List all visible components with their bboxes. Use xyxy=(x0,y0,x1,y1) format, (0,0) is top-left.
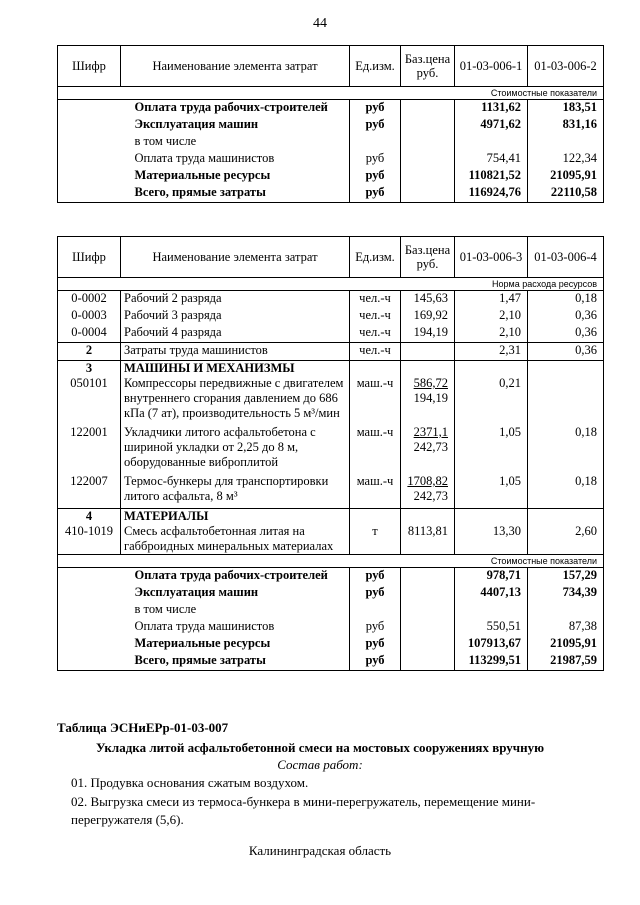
row-v2: 87,38 xyxy=(528,619,604,636)
table-row xyxy=(58,653,604,671)
row-v2: 21987,59 xyxy=(528,653,604,671)
table-row xyxy=(58,100,604,118)
subheader: Стоимостные показатели xyxy=(58,555,604,568)
row-unit: руб xyxy=(350,619,401,636)
row-price xyxy=(401,474,455,509)
table-row xyxy=(58,291,604,309)
row-price xyxy=(401,376,455,425)
row-price xyxy=(401,585,455,602)
row-price: 145,63 xyxy=(401,291,455,309)
row-name: Всего, прямые затраты xyxy=(134,653,266,667)
table-row xyxy=(58,602,604,619)
row-code: 122001 xyxy=(58,425,121,474)
col-price: Баз.цена руб. xyxy=(401,46,455,87)
page-number: 44 xyxy=(313,16,327,31)
row-name: Материальные ресурсы xyxy=(134,168,271,182)
row-v2 xyxy=(528,376,604,425)
row-name: Рабочий 2 разряда xyxy=(121,291,350,309)
row-unit: руб xyxy=(350,568,401,586)
row-name: Рабочий 4 разряда xyxy=(121,325,350,343)
row-name: Укладчики литого асфальтобетона с шириной укладки от 2,25 до 8 м, оборудованные виброплитой xyxy=(121,425,350,474)
table-row xyxy=(58,474,604,509)
row-v1: 978,71 xyxy=(455,568,528,586)
table-row xyxy=(58,168,604,185)
table-row xyxy=(58,636,604,653)
row-v2: 831,16 xyxy=(528,117,604,134)
row-v1: 2,10 xyxy=(455,308,528,325)
row-unit: маш.-ч xyxy=(350,425,401,474)
row-code: 050101 xyxy=(58,376,121,425)
row-name: Затраты труда машинистов xyxy=(121,343,350,361)
row-code: 122007 xyxy=(58,474,121,509)
row-price xyxy=(401,343,455,361)
region-label: Калининградская область xyxy=(248,843,392,858)
row-code: 410-1019 xyxy=(58,524,121,555)
row-price xyxy=(401,134,455,151)
col-price: Баз.цена руб. xyxy=(401,237,455,278)
section-code: 4 xyxy=(58,509,121,525)
table-row xyxy=(58,151,604,168)
col-name: Наименование элемента затрат xyxy=(121,237,350,278)
price-machine: 586,72 xyxy=(413,376,448,390)
row-name: Компрессоры передвижные с двигателем внутреннего сгорания давлением до 686 кПа (7 ат), производительность 5 м³/мин xyxy=(121,376,350,425)
row-price xyxy=(401,117,455,134)
col-unit: Ед.изм. xyxy=(350,46,401,87)
row-code: 0-0004 xyxy=(58,325,121,343)
row-v1: 4971,62 xyxy=(455,117,528,134)
section-name: МАТЕРИАЛЫ xyxy=(121,509,350,525)
row-name: Материальные ресурсы xyxy=(134,636,271,650)
row-name: Рабочий 3 разряда xyxy=(121,308,350,325)
table-row xyxy=(58,524,604,555)
price-operator: 242,73 xyxy=(413,489,448,503)
row-v2: 183,51 xyxy=(528,100,604,118)
row-v1: 0,21 xyxy=(455,376,528,425)
cost-table-1 xyxy=(57,45,604,203)
table-row xyxy=(58,568,604,586)
row-unit: руб xyxy=(350,636,401,653)
row-code xyxy=(58,653,121,671)
table-row xyxy=(58,619,604,636)
table-row xyxy=(58,585,604,602)
price-machine: 2371,1 xyxy=(413,425,448,439)
section-row xyxy=(58,509,604,525)
row-code xyxy=(58,619,121,636)
row-v1: 1,05 xyxy=(455,474,528,509)
row-v2: 734,39 xyxy=(528,585,604,602)
table-title: Таблица ЭСНиЕРр-01-03-007 xyxy=(57,720,229,735)
row-v2: 2,60 xyxy=(528,524,604,555)
section-subtitle: Укладка литой асфальтобетонной смеси на мостовых сооружениях вручную xyxy=(95,740,545,755)
row-code: 0-0003 xyxy=(58,308,121,325)
row-v1: 13,30 xyxy=(455,524,528,555)
works-label: Состав работ: xyxy=(277,757,363,772)
row-v1: 113299,51 xyxy=(455,653,528,671)
row-unit: т xyxy=(350,524,401,555)
row-code xyxy=(58,585,121,602)
col-code: Шифр xyxy=(58,46,121,87)
row-name: в том числе xyxy=(134,602,197,616)
row-price: 194,19 xyxy=(401,325,455,343)
row-v1: 1,47 xyxy=(455,291,528,309)
row-price xyxy=(401,602,455,619)
row-code xyxy=(58,134,121,151)
row-unit: маш.-ч xyxy=(350,376,401,425)
row-unit: руб xyxy=(350,151,401,168)
row-code xyxy=(58,602,121,619)
row-v2: 21095,91 xyxy=(528,636,604,653)
col-code: Шифр xyxy=(58,237,121,278)
row-price xyxy=(401,619,455,636)
row-v2: 0,36 xyxy=(528,325,604,343)
table-row xyxy=(58,308,604,325)
row-price xyxy=(401,636,455,653)
row-unit: маш.-ч xyxy=(350,474,401,509)
row-price xyxy=(401,568,455,586)
row-code xyxy=(58,168,121,185)
row-v2: 0,18 xyxy=(528,474,604,509)
row-price xyxy=(401,425,455,474)
col-2: 01-03-006-4 xyxy=(528,237,604,278)
row-name: Оплата труда рабочих-строителей xyxy=(134,100,328,114)
row-unit: чел.-ч xyxy=(350,325,401,343)
col-unit: Ед.изм. xyxy=(350,237,401,278)
row-price xyxy=(401,653,455,671)
row-v1 xyxy=(455,602,528,619)
cost-table-2 xyxy=(57,236,604,671)
work-item: 01. Продувка основания сжатым воздухом. xyxy=(71,775,309,790)
row-v1: 754,41 xyxy=(455,151,528,168)
row-price xyxy=(401,151,455,168)
row-code xyxy=(58,100,121,118)
table-row xyxy=(58,117,604,134)
row-name: Всего, прямые затраты xyxy=(134,185,266,199)
row-code xyxy=(58,117,121,134)
section-name: МАШИНЫ И МЕХАНИЗМЫ xyxy=(121,361,350,377)
row-v2: 22110,58 xyxy=(528,185,604,203)
row-name: Оплата труда машинистов xyxy=(134,151,275,165)
row-v1: 1,05 xyxy=(455,425,528,474)
table-row xyxy=(58,134,604,151)
row-price xyxy=(401,100,455,118)
row-unit: руб xyxy=(350,585,401,602)
col-1: 01-03-006-1 xyxy=(455,46,528,87)
row-v2: 122,34 xyxy=(528,151,604,168)
row-name: Эксплуатация машин xyxy=(134,117,259,131)
row-v1: 4407,13 xyxy=(455,585,528,602)
row-v2: 0,36 xyxy=(528,308,604,325)
col-2: 01-03-006-2 xyxy=(528,46,604,87)
row-unit: чел.-ч xyxy=(350,308,401,325)
price-machine: 1708,82 xyxy=(407,474,448,488)
table-row xyxy=(58,425,604,474)
table-row xyxy=(58,325,604,343)
row-unit: чел.-ч xyxy=(350,291,401,309)
price-operator: 242,73 xyxy=(413,440,448,454)
row-v2: 0,18 xyxy=(528,291,604,309)
row-v2 xyxy=(528,134,604,151)
row-price: 8113,81 xyxy=(401,524,455,555)
row-code xyxy=(58,568,121,586)
row-v1: 2,10 xyxy=(455,325,528,343)
section-code: 3 xyxy=(58,361,121,377)
col-1: 01-03-006-3 xyxy=(455,237,528,278)
row-v1: 110821,52 xyxy=(455,168,528,185)
subheader: Стоимостные показатели xyxy=(58,87,604,100)
row-v2: 0,36 xyxy=(528,343,604,361)
row-unit: руб xyxy=(350,117,401,134)
row-unit: чел.-ч xyxy=(350,343,401,361)
table-row xyxy=(58,343,604,361)
row-v1: 2,31 xyxy=(455,343,528,361)
table-row xyxy=(58,185,604,203)
row-code xyxy=(58,185,121,203)
row-v2: 21095,91 xyxy=(528,168,604,185)
row-unit xyxy=(350,602,401,619)
row-v1 xyxy=(455,134,528,151)
row-price xyxy=(401,168,455,185)
table-header xyxy=(58,46,604,87)
row-unit: руб xyxy=(350,653,401,671)
row-v1: 116924,76 xyxy=(455,185,528,203)
row-unit xyxy=(350,134,401,151)
row-name: в том числе xyxy=(134,134,197,148)
row-name: Термос-бункеры для транспортировки литого асфальта, 8 м³ xyxy=(121,474,350,509)
row-v1: 550,51 xyxy=(455,619,528,636)
price-operator: 194,19 xyxy=(413,391,448,405)
row-v1: 107913,67 xyxy=(455,636,528,653)
table-header xyxy=(58,237,604,278)
row-v2 xyxy=(528,602,604,619)
row-price: 169,92 xyxy=(401,308,455,325)
row-unit: руб xyxy=(350,168,401,185)
row-code xyxy=(58,151,121,168)
row-name: Эксплуатация машин xyxy=(134,585,259,599)
row-code: 2 xyxy=(58,343,121,361)
row-code xyxy=(58,636,121,653)
col-name: Наименование элемента затрат xyxy=(121,46,350,87)
row-unit: руб xyxy=(350,185,401,203)
row-v2: 157,29 xyxy=(528,568,604,586)
section-row xyxy=(58,361,604,377)
row-name: Оплата труда рабочих-строителей xyxy=(134,568,328,582)
row-name: Оплата труда машинистов xyxy=(134,619,275,633)
row-price xyxy=(401,185,455,203)
table-row xyxy=(58,376,604,425)
work-item: 02. Выгрузка смеси из термоса-бункера в мини-перегружатель, перемещение мини-перегружателя (5,6). xyxy=(71,794,536,827)
row-code: 0-0002 xyxy=(58,291,121,309)
row-unit: руб xyxy=(350,100,401,118)
row-v2: 0,18 xyxy=(528,425,604,474)
subheader: Норма расхода ресурсов xyxy=(58,278,604,291)
row-name: Смесь асфальтобетонная литая на габброидных минеральных материалах xyxy=(121,524,350,555)
row-v1: 1131,62 xyxy=(455,100,528,118)
